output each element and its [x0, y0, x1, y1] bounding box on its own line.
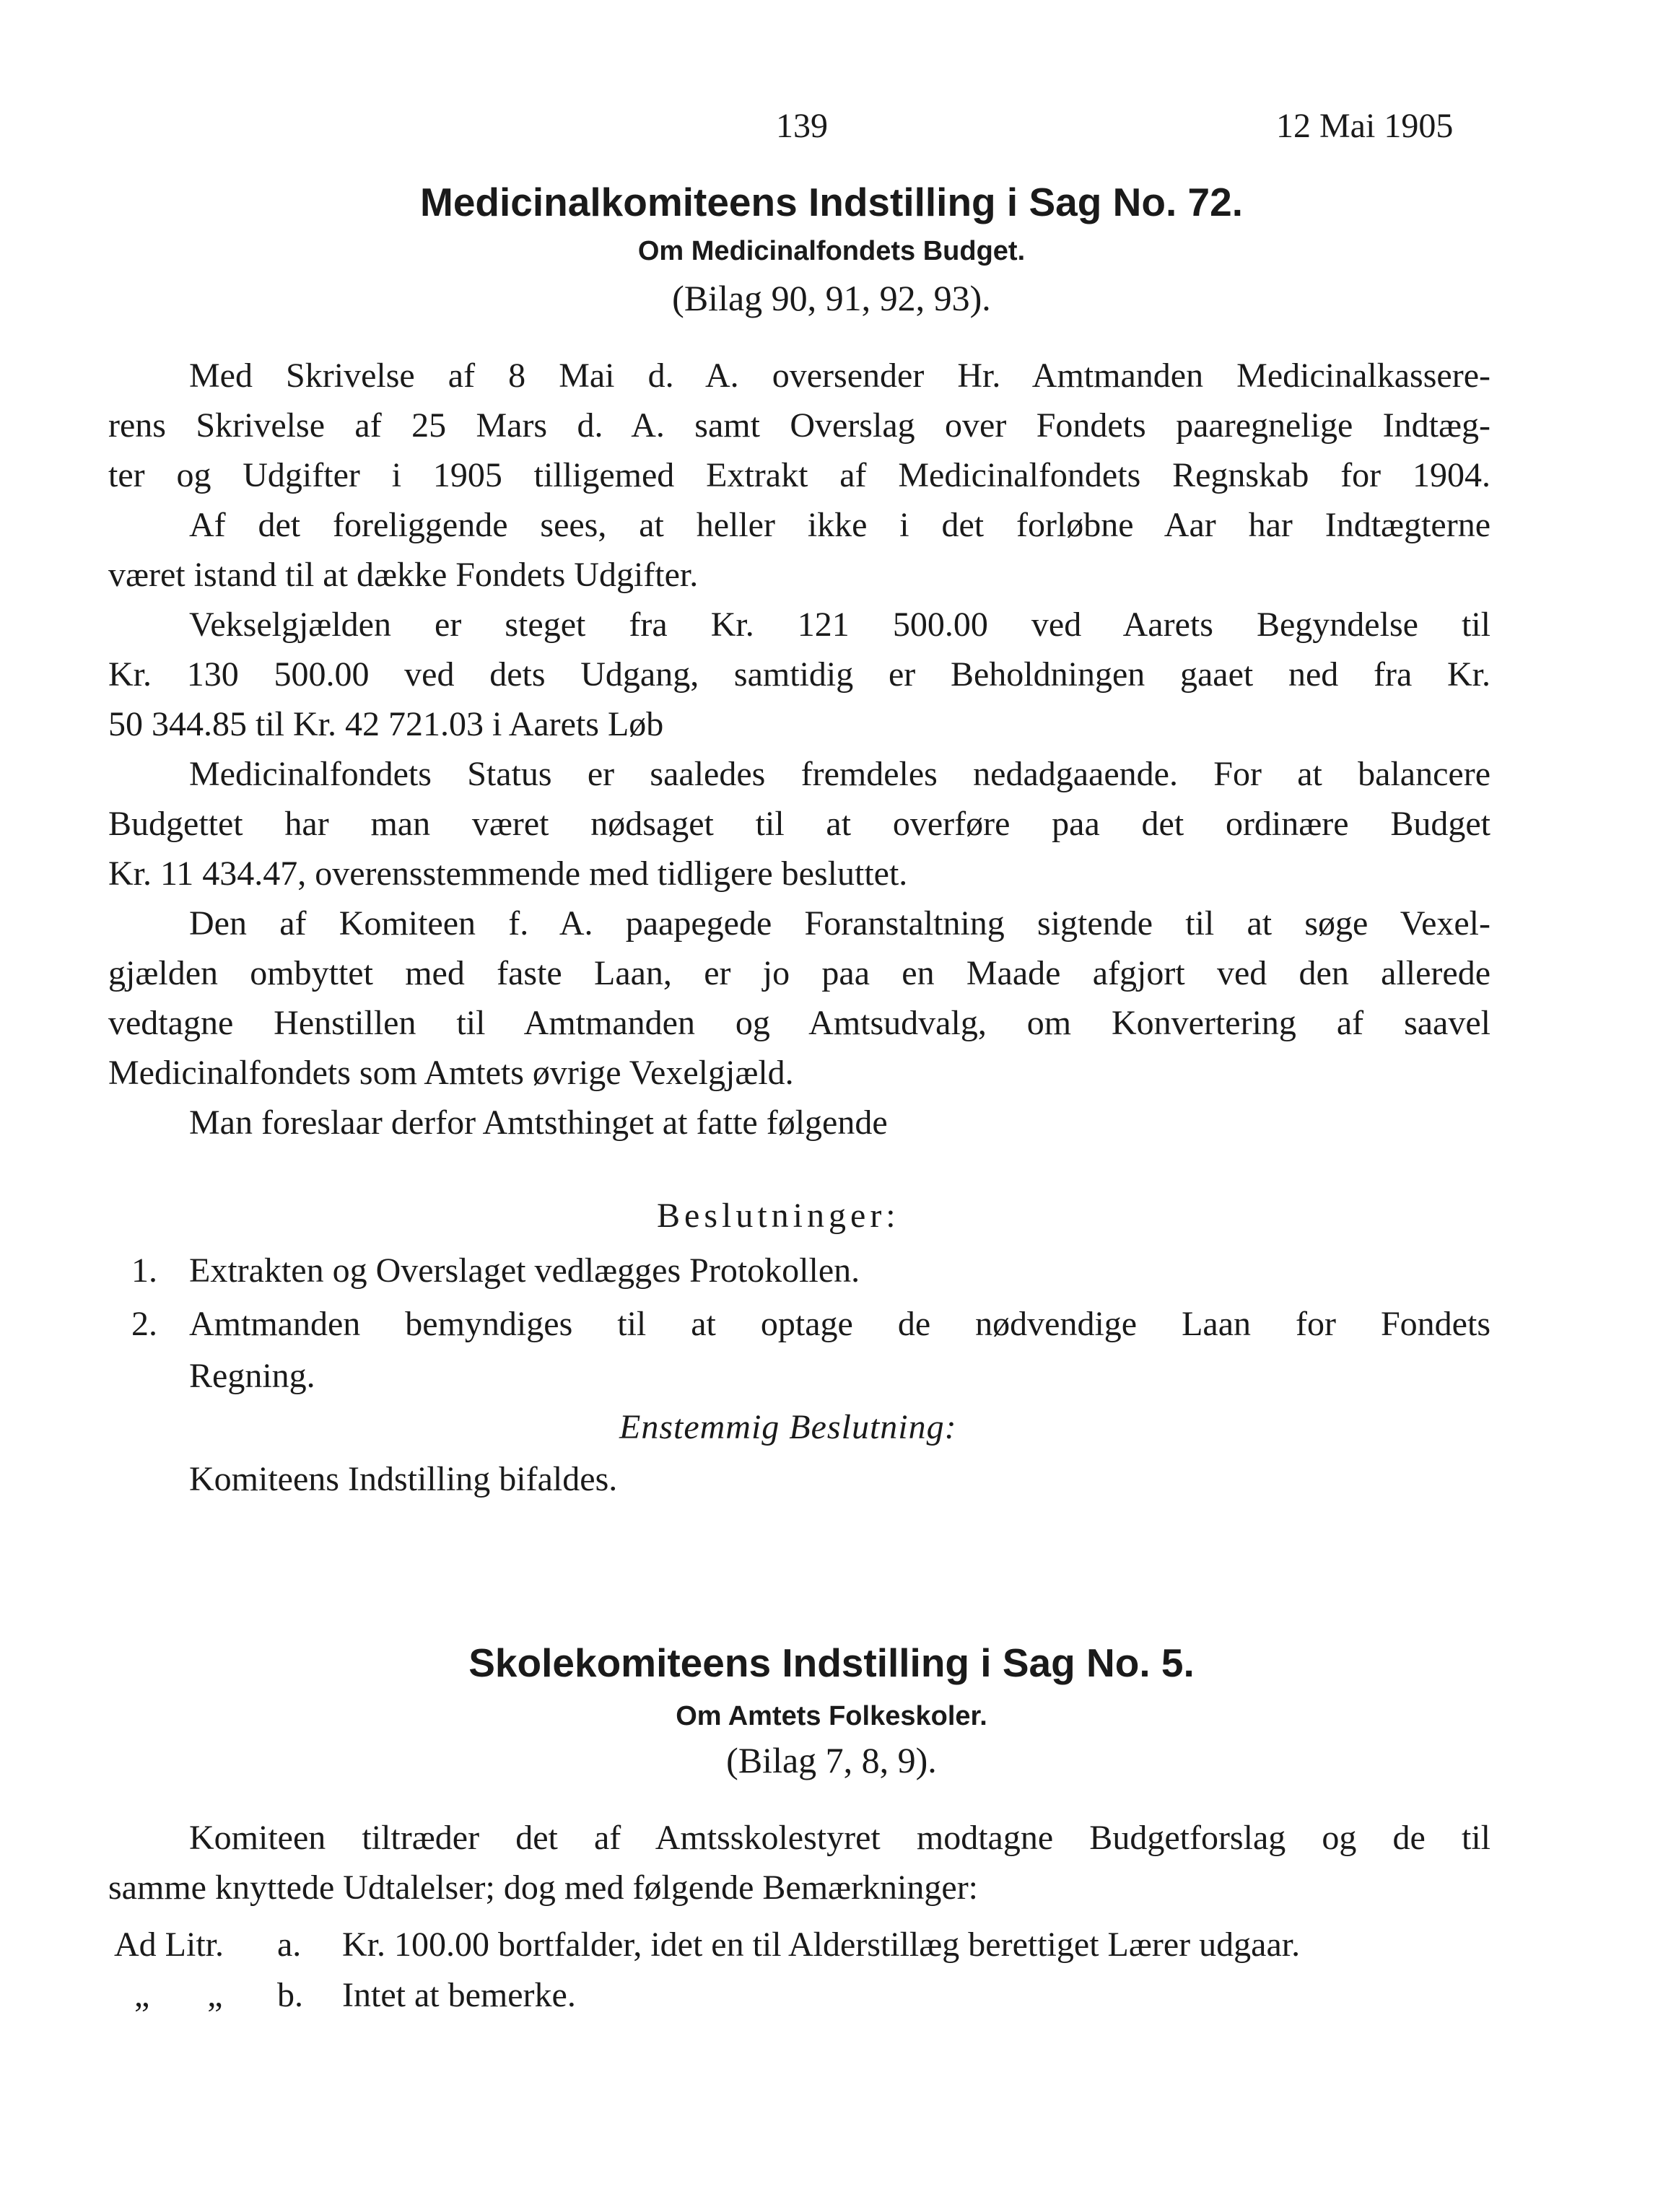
- section2-bilag: (Bilag 7, 8, 9).: [726, 1740, 937, 1780]
- para-line: Man foreslaar derfor Amtsthinget at fatte følgende: [189, 1103, 888, 1142]
- litra-prefix: Ad Litr.: [114, 1925, 224, 1964]
- para-line: vedtagne Henstillen til Amtmanden og Amtsudvalg, om Konvertering af saavel: [108, 1004, 1490, 1042]
- litra-text: Kr. 100.00 bortfalder, idet en til Alderstillæg berettiget Lærer udgaar.: [342, 1925, 1301, 1964]
- para-line: Kr. 11 434.47, overensstemmende med tidligere besluttet.: [108, 854, 908, 893]
- section1-body: [108, 351, 1490, 1147]
- para-line: Kr. 130 500.00 ved dets Udgang, samtidig er Beholdningen gaaet ned fra Kr.: [108, 655, 1490, 694]
- para-line: Vekselgjælden er steget fra Kr. 121 500.00 ved Aarets Begyndelse til: [189, 606, 1490, 644]
- section2-title: Skolekomiteens Indstilling i Sag No. 5.: [468, 1640, 1195, 1685]
- para-line: Budgettet har man været nødsaget til at overføre paa det ordinære Budget: [108, 805, 1490, 843]
- litra-letter: b.: [277, 1976, 303, 2014]
- litra-text: Intet at bemerke.: [342, 1976, 576, 2014]
- para-line: ter og Udgifter i 1905 tilligemed Extrakt af Medicinalfondets Regnskab for 1904.: [108, 456, 1490, 494]
- para-line: Af det foreliggende sees, at heller ikke i det forløbne Aar har Indtægterne: [189, 506, 1490, 544]
- para-line: Medicinalfondets som Amtets øvrige Vexelgjæld.: [108, 1054, 794, 1092]
- beslutning-text: Amtmanden bemyndiges til at optage de nødvendige Laan for Fondets: [189, 1305, 1490, 1343]
- para-line: været istand til at dække Fondets Udgifter.: [108, 556, 699, 594]
- beslutning-number: 2.: [131, 1305, 157, 1343]
- beslutning-text: Regning.: [189, 1357, 315, 1395]
- page-date: 12 Mai 1905: [1276, 107, 1454, 145]
- para-line: Medicinalfondets Status er saaledes fremdeles nedadgaaende. For at balancere: [189, 755, 1490, 793]
- para-line: samme knyttede Udtalelser; dog med følgende Bemærkninger:: [108, 1868, 979, 1907]
- page-number: 139: [776, 107, 828, 145]
- beslutninger-heading: Beslutninger:: [657, 1197, 900, 1235]
- section1-title: Medicinalkomiteens Indstilling i Sag No. 72.: [420, 180, 1243, 224]
- para-line: Med Skrivelse af 8 Mai d. A. oversender Hr. Amtmanden Medicinalkassere-: [189, 357, 1490, 395]
- enstemmig-beslutning: Enstemmig Beslutning:: [619, 1408, 957, 1446]
- section1-result: Komiteens Indstilling bifaldes.: [189, 1460, 618, 1498]
- para-line: Den af Komiteen f. A. paapegede Foranstaltning sigtende til at søge Vexel-: [189, 904, 1490, 943]
- para-line: rens Skrivelse af 25 Mars d. A. samt Overslag over Fondets paaregnelige Indtæg-: [108, 406, 1490, 445]
- section1-subtitle: Om Medicinalfondets Budget.: [637, 236, 1026, 266]
- para-line: 50 344.85 til Kr. 42 721.03 i Aarets Løb: [108, 705, 664, 743]
- section2-body: [108, 1813, 1490, 1912]
- beslutning-number: 1.: [131, 1251, 157, 1290]
- beslutning-text: Extrakten og Overslaget vedlægges Protokollen.: [189, 1251, 860, 1290]
- para-line: gjælden ombyttet med faste Laan, er jo paa en Maade afgjort ved den allerede: [108, 954, 1490, 992]
- para-line: Komiteen tiltræder det af Amtsskolestyret modtagne Budgetforslag og de til: [189, 1819, 1490, 1857]
- section1-bilag: (Bilag 90, 91, 92, 93).: [672, 278, 991, 318]
- litra-prefix: „ „: [134, 1976, 248, 2014]
- section2-subtitle: Om Amtets Folkeskoler.: [676, 1701, 987, 1731]
- litra-letter: a.: [277, 1925, 302, 1964]
